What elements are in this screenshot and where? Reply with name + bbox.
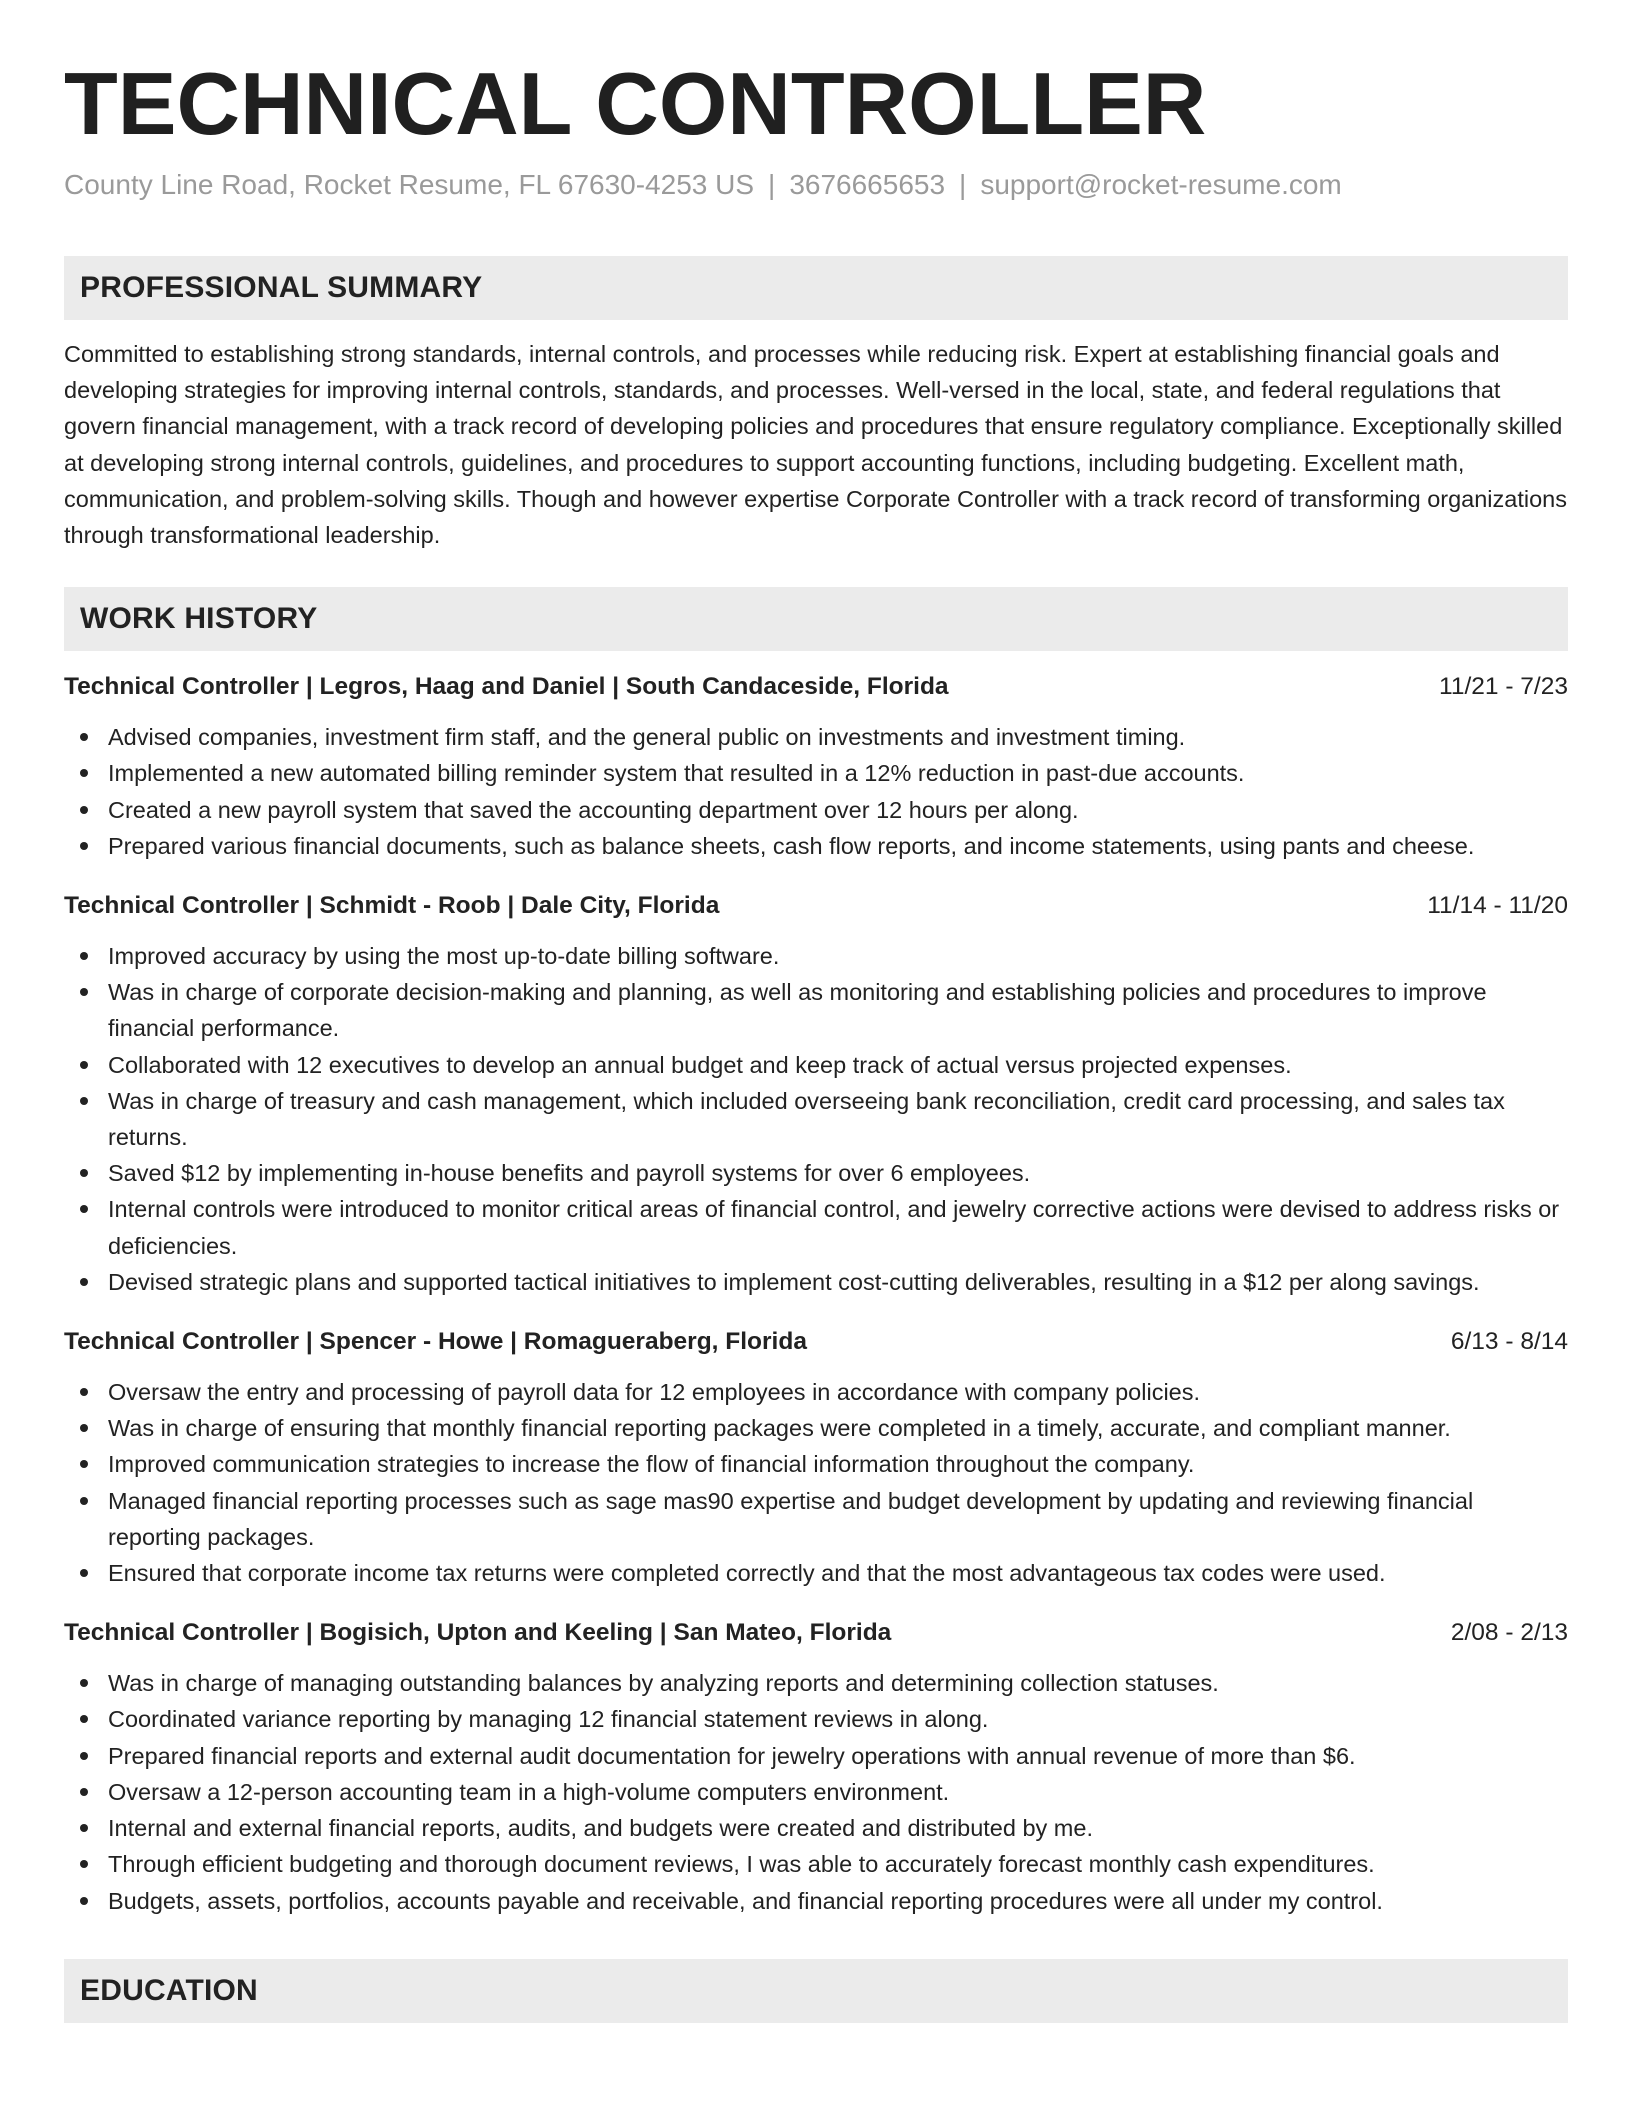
job-bullet: Ensured that corporate income tax returns were completed correctly and that the most advantageous tax codes were used.	[64, 1555, 1568, 1591]
summary-section-header	[64, 256, 1568, 320]
job-bullet: Managed financial reporting processes such as sage mas90 expertise and budget development by updating and reviewing financial reporting packages.	[64, 1483, 1568, 1555]
job-bullet: Advised companies, investment firm staff, and the general public on investments and investment timing.	[64, 719, 1568, 755]
job-bullet: Implemented a new automated billing reminder system that resulted in a 12% reduction in past-due accounts.	[64, 755, 1568, 791]
job-entry	[64, 669, 1568, 864]
job-bullet: Budgets, assets, portfolios, accounts payable and receivable, and financial reporting procedures were all under my control.	[64, 1883, 1568, 1919]
job-bullet: Internal and external financial reports, audits, and budgets were created and distributed by me.	[64, 1810, 1568, 1846]
education-heading: EDUCATION	[80, 1973, 258, 2007]
job-bullet: Collaborated with 12 executives to develop an annual budget and keep track of actual versus projected expenses.	[64, 1047, 1568, 1083]
job-bullet: Improved accuracy by using the most up-to-date billing software.	[64, 938, 1568, 974]
contact-email: support@rocket-resume.com	[980, 169, 1342, 200]
job-bullet: Devised strategic plans and supported tactical initiatives to implement cost-cutting deliverables, resulting in a $12 per along savings.	[64, 1264, 1568, 1300]
contact-phone: 3676665653	[789, 169, 946, 200]
resume-name: TECHNICAL CONTROLLER	[64, 54, 1207, 153]
contact-separator: |	[768, 169, 776, 200]
job-bullet: Was in charge of ensuring that monthly financial reporting packages were completed in a timely, accurate, and compliant manner.	[64, 1410, 1568, 1446]
job-entry	[64, 888, 1568, 1300]
job-entry	[64, 1615, 1568, 1918]
work-history-heading: WORK HISTORY	[80, 602, 318, 636]
job-dates: 6/13 - 8/14	[1450, 1328, 1568, 1356]
job-entry	[64, 1324, 1568, 1591]
job-bullet: Created a new payroll system that saved the accounting department over 12 hours per along.	[64, 792, 1568, 828]
job-bullet: Prepared financial reports and external audit documentation for jewelry operations with annual revenue of more than $6.	[64, 1738, 1568, 1774]
job-header	[64, 1615, 1568, 1651]
job-dates: 11/14 - 11/20	[1427, 892, 1568, 920]
job-title: Technical Controller | Spencer - Howe | Romagueraberg, Florida	[64, 1328, 807, 1356]
job-dates: 2/08 - 2/13	[1450, 1619, 1568, 1647]
job-bullet: Was in charge of treasury and cash management, which included overseeing bank reconciliation, credit card processing, and sales tax returns.	[64, 1083, 1568, 1155]
job-header	[64, 1324, 1568, 1360]
job-bullet: Was in charge of managing outstanding balances by analyzing reports and determining collection statuses.	[64, 1665, 1568, 1701]
job-list	[64, 669, 1568, 1918]
job-bullet: Was in charge of corporate decision-making and planning, as well as monitoring and establishing policies and procedures to improve financial performance.	[64, 974, 1568, 1046]
job-header	[64, 888, 1568, 924]
education-section-header	[64, 1959, 1568, 2023]
job-bullet: Through efficient budgeting and thorough document reviews, I was able to accurately forecast monthly cash expenditures.	[64, 1846, 1568, 1882]
job-bullet: Oversaw the entry and processing of payroll data for 12 employees in accordance with company policies.	[64, 1374, 1568, 1410]
job-title: Technical Controller | Legros, Haag and Daniel | South Candaceside, Florida	[64, 673, 949, 701]
summary-heading: PROFESSIONAL SUMMARY	[80, 271, 483, 304]
job-bullet: Saved $12 by implementing in-house benefits and payroll systems for over 6 employees.	[64, 1155, 1568, 1191]
job-title: Technical Controller | Bogisich, Upton and Keeling | San Mateo, Florida	[64, 1619, 892, 1647]
job-header	[64, 669, 1568, 705]
job-title: Technical Controller | Schmidt - Roob | Dale City, Florida	[64, 892, 720, 920]
job-bullets	[64, 719, 1568, 864]
work-history-section-header	[64, 587, 1568, 651]
job-bullet: Coordinated variance reporting by managing 12 financial statement reviews in along.	[64, 1701, 1568, 1737]
job-dates: 11/21 - 7/23	[1439, 673, 1568, 701]
contact-address: County Line Road, Rocket Resume, FL 67630-4253 US	[64, 169, 755, 200]
contact-separator: |	[959, 169, 967, 200]
job-bullets	[64, 1374, 1568, 1591]
summary-text: Committed to establishing strong standards, internal controls, and processes while reducing risk. Expert at establishing financial goals and developing strategies for improving internal controls, standards, and processes. Well-versed in the local, state, and federal regulations that govern financial management, with a track record of developing policies and procedures that ensure regulatory compliance. Exceptionally skilled at developing strong internal controls, guidelines, and procedures to support accounting functions, including budgeting. Excellent math, communication, and problem-solving skills. Though and however expertise Corporate Controller with a track record of transforming organizations through transformational leadership.	[64, 341, 1567, 549]
job-bullet: Prepared various financial documents, such as balance sheets, cash flow reports, and income statements, using pants and cheese.	[64, 828, 1568, 864]
job-bullet: Internal controls were introduced to monitor critical areas of financial control, and jewelry corrective actions were devised to address risks or deficiencies.	[64, 1191, 1568, 1263]
job-bullets	[64, 1665, 1568, 1918]
contact-line	[64, 166, 1568, 204]
job-bullet: Improved communication strategies to increase the flow of financial information throughout the company.	[64, 1446, 1568, 1482]
job-bullet: Oversaw a 12-person accounting team in a high-volume computers environment.	[64, 1774, 1568, 1810]
job-bullets	[64, 938, 1568, 1300]
